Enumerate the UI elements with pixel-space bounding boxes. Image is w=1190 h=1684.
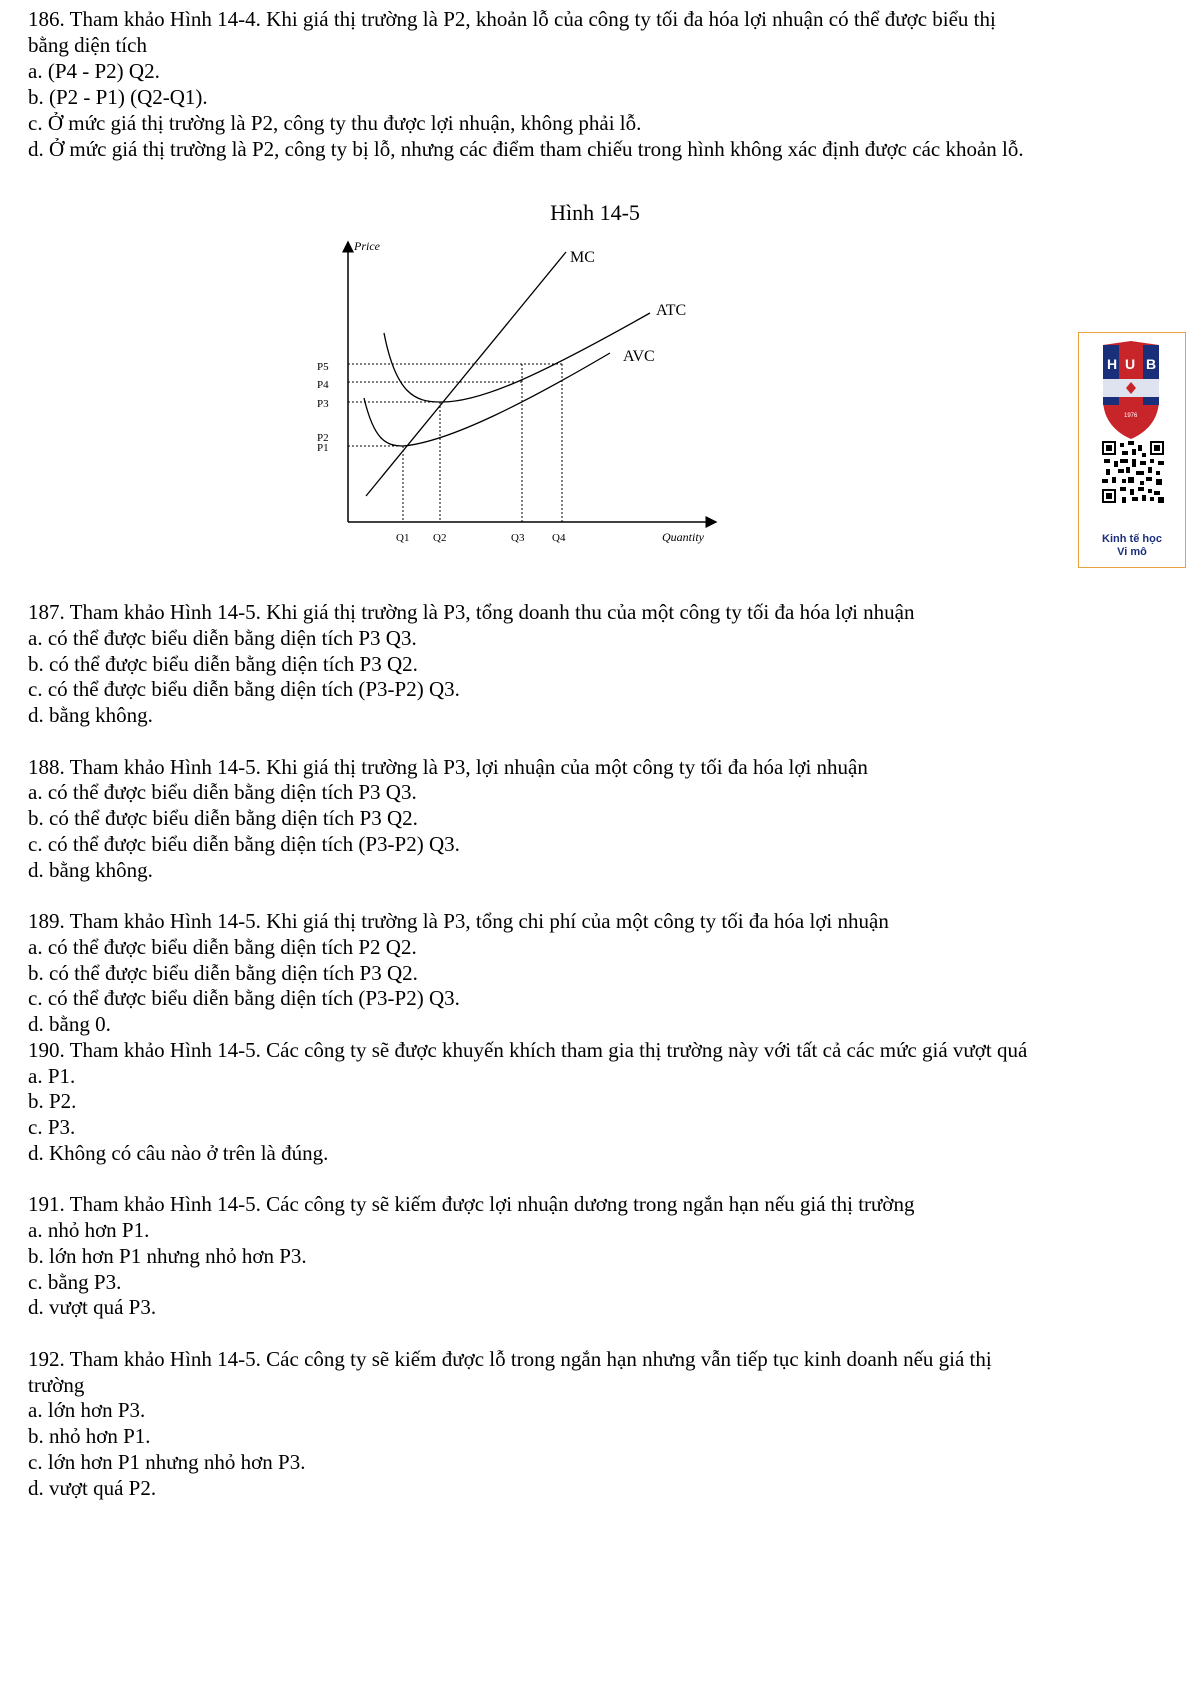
question-line: 187. Tham khảo Hình 14-5. Khi giá thị trường là P3, tổng doanh thu của một công ty tối đa hóa lợi nhuận — [28, 600, 915, 624]
logo-caption-line2: Vi mô — [1117, 546, 1147, 558]
hub-shield-logo — [1079, 339, 1184, 449]
question-line: trường — [28, 1372, 85, 1397]
question-line: b. có thể được biểu diễn bằng diện tích P3 Q2. — [28, 651, 418, 676]
question-line: a. có thể được biểu diễn bằng diện tích P3 Q3. — [28, 780, 417, 805]
avc-curve — [364, 353, 610, 446]
question-line: b. có thể được biểu diễn bằng diện tích P3 Q2. — [28, 806, 418, 830]
q186-option-c: c. Ở mức giá thị trường là P2, công ty thu được lợi nhuận, không phải lỗ. — [28, 111, 642, 135]
question-line: b. lớn hơn P1 nhưng nhỏ hơn P3. — [28, 1243, 307, 1268]
x-tick-q1: Q1 — [396, 532, 410, 544]
q186-stem: 186. Tham khảo Hình 14-4. Khi giá thị trường là P2, khoản lỗ của công ty tối đa hóa lợi nhuận có thể được biểu thị — [28, 7, 996, 31]
question-line: d. vượt quá P3. — [28, 1295, 157, 1320]
figure-title: Hình 14-5 — [550, 200, 640, 225]
question-line: 190. Tham khảo Hình 14-5. Các công ty sẽ được khuyến khích tham gia thị trường này với tất cả các mức giá vượt quá — [28, 1037, 1028, 1062]
x-tick-q2: Q2 — [433, 532, 447, 544]
question-line: a. lớn hơn P3. — [28, 1398, 146, 1423]
avc-label: AVC — [623, 348, 655, 365]
question-line: c. có thể được biểu diễn bằng diện tích (P3-P2) Q3. — [28, 831, 460, 856]
mc-label: MC — [570, 249, 595, 266]
question-line: d. bằng 0. — [28, 1012, 111, 1036]
question-line: d. bằng không. — [28, 857, 153, 882]
x-tick-q3: Q3 — [511, 532, 525, 544]
x-axis-label: Quantity — [662, 530, 704, 544]
x-tick-q4: Q4 — [552, 532, 566, 544]
question-line: a. nhỏ hơn P1. — [28, 1218, 150, 1242]
y-tick-p4: P4 — [317, 379, 329, 391]
atc-label: ATC — [656, 302, 687, 319]
cost-curves-figure — [300, 240, 780, 600]
question-line: 192. Tham khảo Hình 14-5. Các công ty sẽ kiếm được lỗ trong ngắn hạn nhưng vẫn tiếp tục kinh doanh nếu giá thị — [28, 1346, 992, 1371]
question-line: b. nhỏ hơn P1. — [28, 1424, 151, 1448]
logo-letter-u: U — [1125, 356, 1136, 372]
q186-option-d: d. Ở mức giá thị trường là P2, công ty bị lỗ, nhưng các điểm tham chiếu trong hình không xác định được các khoản lỗ. — [28, 137, 1024, 161]
logo-letter-b: B — [1146, 356, 1157, 372]
question-line: c. có thể được biểu diễn bằng diện tích (P3-P2) Q3. — [28, 677, 460, 702]
y-tick-p1: P1 — [317, 442, 329, 454]
y-tick-p5: P5 — [317, 361, 329, 373]
qr-code — [1102, 441, 1164, 503]
question-line: a. có thể được biểu diễn bằng diện tích P3 Q3. — [28, 625, 417, 650]
logo-year: 1976 — [1124, 413, 1138, 419]
y-axis-label: Price — [354, 240, 380, 253]
question-line: d. bằng không. — [28, 703, 153, 727]
question-line: 188. Tham khảo Hình 14-5. Khi giá thị trường là P3, lợi nhuận của một công ty tối đa hóa lợi nhuận — [28, 754, 868, 779]
atc-curve — [384, 313, 650, 402]
question-line: a. P1. — [28, 1063, 76, 1088]
q186-option-a: a. (P4 - P2) Q2. — [28, 59, 160, 83]
question-line: a. có thể được biểu diễn bằng diện tích P2 Q2. — [28, 934, 417, 959]
question-line: b. có thể được biểu diễn bằng diện tích P3 Q2. — [28, 960, 418, 985]
hub-logo-card — [1078, 332, 1186, 568]
y-tick-p2: P2 — [317, 432, 329, 444]
question-line: c. P3. — [28, 1115, 76, 1139]
question-line: c. bằng P3. — [28, 1269, 122, 1294]
question-line: d. Không có câu nào ở trên là đúng. — [28, 1140, 329, 1165]
y-tick-p3: P3 — [317, 398, 329, 410]
question-line: c. có thể được biểu diễn bằng diện tích (P3-P2) Q3. — [28, 986, 460, 1011]
q186-option-b: b. (P2 - P1) (Q2-Q1). — [28, 85, 208, 109]
question-line: b. P2. — [28, 1089, 77, 1114]
logo-caption-line1: Kinh tế học — [1102, 533, 1162, 545]
logo-letter-h: H — [1107, 356, 1118, 372]
question-line: d. vượt quá P2. — [28, 1475, 157, 1500]
question-line: 191. Tham khảo Hình 14-5. Các công ty sẽ kiếm được lợi nhuận dương trong ngắn hạn nếu giá thị trường — [28, 1192, 915, 1217]
question-line: c. lớn hơn P1 nhưng nhỏ hơn P3. — [28, 1449, 306, 1474]
q186-stem-cont: bằng diện tích — [28, 33, 147, 57]
question-line: 189. Tham khảo Hình 14-5. Khi giá thị trường là P3, tổng chi phí của một công ty tối đa hóa lợi nhuận — [28, 909, 889, 933]
